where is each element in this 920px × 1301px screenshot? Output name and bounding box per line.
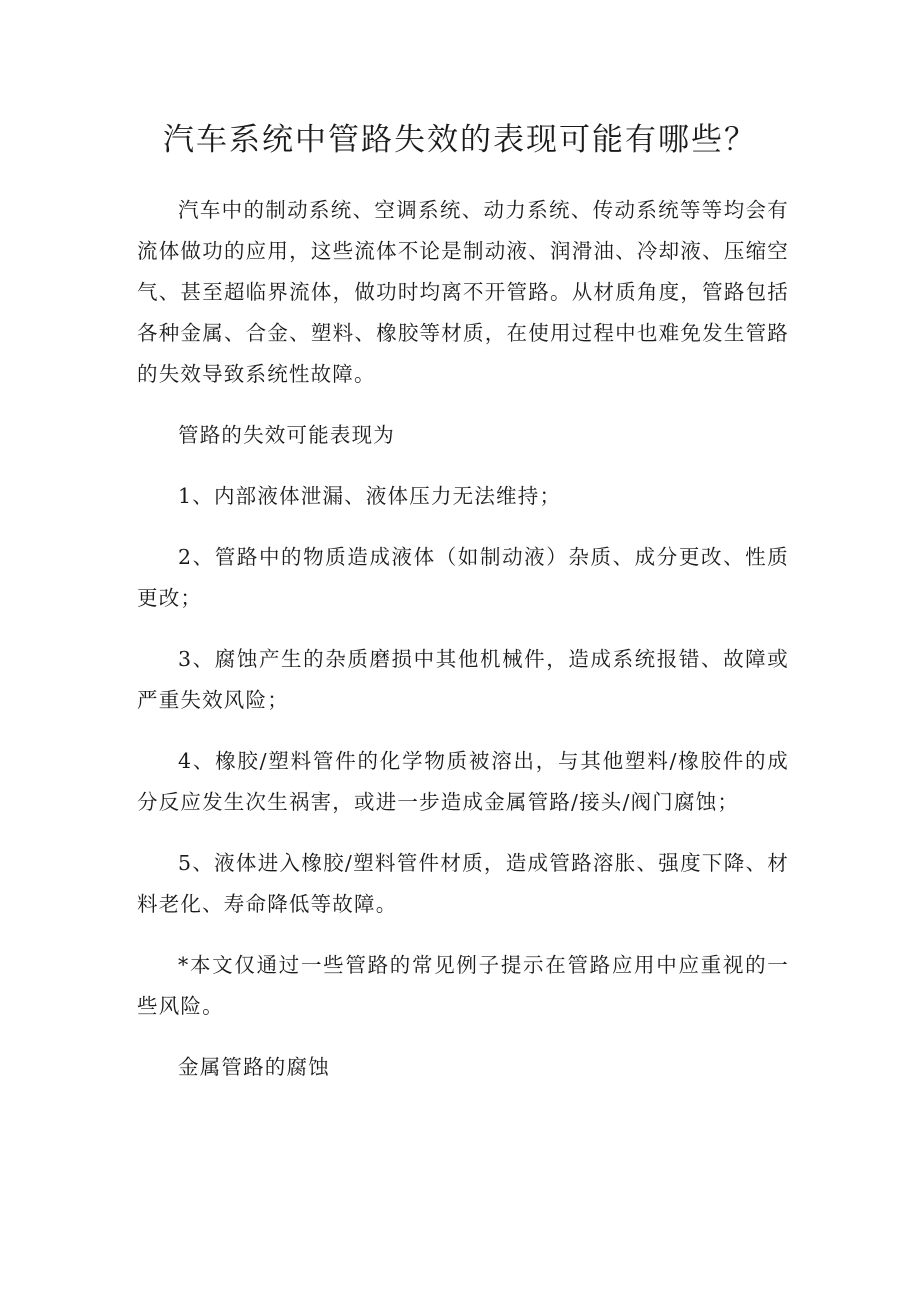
failure-list-heading: 管路的失效可能表现为	[178, 423, 395, 447]
failure-item-4: 4、橡胶/塑料管件的化学物质被溶出，与其他塑料/橡胶件的成分反应发生次生祸害，或进一步造成金属管路/接头/阀门腐蚀；	[137, 749, 789, 814]
document-body	[137, 190, 789, 1108]
failure-item-5: 5、液体进入橡胶/塑料管件材质，造成管路溶胀、强度下降、材料老化、寿命降低等故障。	[137, 851, 789, 916]
section-heading: 金属管路的腐蚀	[178, 1055, 330, 1079]
failure-item-1: 1、内部液体泄漏、液体压力无法维持；	[178, 484, 562, 508]
failure-item-3: 3、腐蚀产生的杂质磨损中其他机械件，造成系统报错、故障或严重失效风险；	[137, 647, 789, 712]
failure-item-2: 2、管路中的物质造成液体（如制动液）杂质、成分更改、性质更改；	[137, 545, 789, 610]
note-paragraph: *本文仅通过一些管路的常见例子提示在管路应用中应重视的一些风险。	[137, 953, 789, 1018]
document-title: 汽车系统中管路失效的表现可能有哪些？	[163, 122, 757, 158]
intro-paragraph: 汽车中的制动系统、空调系统、动力系统、传动系统等等均会有流体做功的应用，这些流体不论是制动液、润滑油、冷却液、压缩空气、甚至超临界流体，做功时均离不开管路。从材质角度，管路包括各种金属、合金、塑料、橡胶等材质，在使用过程中也难免发生管路的失效导致系统性故障。	[137, 198, 789, 386]
